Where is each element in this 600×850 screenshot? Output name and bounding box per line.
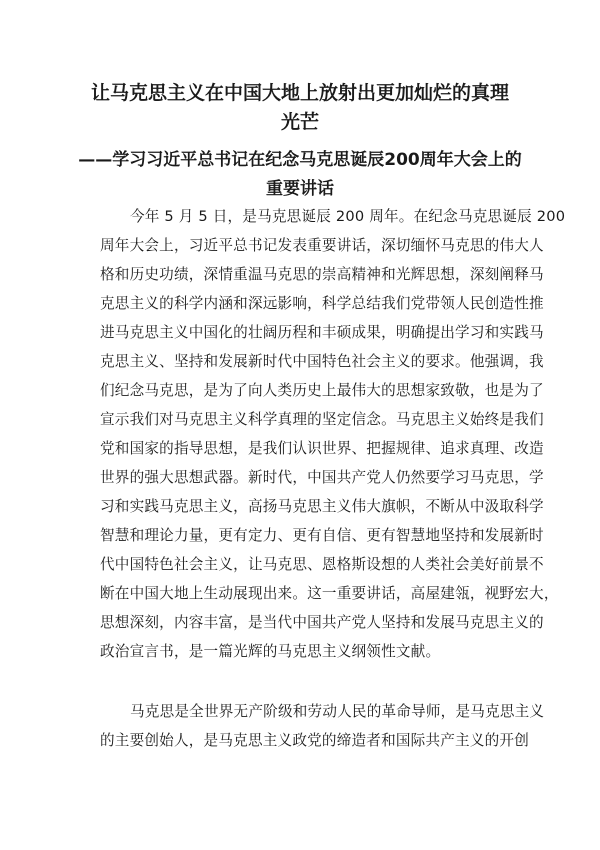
paragraph-1-line: 代中国特色社会主义，让马克思、恩格斯设想的人类社会美好前景不 <box>100 556 544 573</box>
paragraph-1-line: 今年 5 月 5 日，是马克思诞辰 200 周年。在纪念马克思诞辰 200 <box>130 208 566 225</box>
paragraph-2-line: 马克思是全世界无产阶级和劳动人民的革命导师，是马克思主义 <box>130 703 545 720</box>
paragraph-1-line: 习和实践马克思主义，高扬马克思主义伟大旗帜，不断从中汲取科学 <box>100 498 544 515</box>
paragraph-1-line: 格和历史功绩，深情重温马克思的崇高精神和光辉思想，深刻阐释马 <box>100 266 544 283</box>
paragraph-1-line: 思想深刻，内容丰富，是当代中国共产党人坚持和发展马克思主义的 <box>100 614 544 631</box>
paragraph-2-line: 的主要创始人，是马克思主义政党的缔造者和国际共产主义的开创 <box>100 732 530 749</box>
paragraph-1-line: 们纪念马克思，是为了向人类历史上最伟大的思想家致敬，也是为了 <box>100 382 544 399</box>
paragraph-1-line: 宣示我们对马克思主义科学真理的坚定信念。马克思主义始终是我们 <box>100 411 544 428</box>
paragraph-1-line: 周年大会上，习近平总书记发表重要讲话，深切缅怀马克思的伟大人 <box>100 237 544 254</box>
paragraph-1-line: 世界的强大思想武器。新时代，中国共产党人仍然要学习马克思，学 <box>100 469 544 486</box>
paragraph-1-line: 进马克思主义中国化的壮阔历程和丰硕成果，明确提出学习和实践马 <box>100 324 544 341</box>
paragraph-1-line: 政治宣言书，是一篇光辉的马克思主义纲领性文献。 <box>100 643 441 660</box>
title-line-2: 光芒 <box>280 111 319 133</box>
paragraph-1-line: 克思主义、坚持和发展新时代中国特色社会主义的要求。他强调，我 <box>100 353 544 370</box>
paragraph-1-line: 党和国家的指导思想，是我们认识世界、把握规律、追求真理、改造 <box>100 440 544 457</box>
paragraph-1-line: 断在中国大地上生动展现出来。这一重要讲话，高屋建瓴，视野宏大， <box>100 585 559 602</box>
paragraph-1-line: 智慧和理论力量，更有定力、更有自信、更有智慧地坚持和发展新时 <box>100 527 544 544</box>
subtitle-line-2: 重要讲话 <box>266 179 334 199</box>
subtitle-line-1: ——学习习近平总书记在纪念马克思诞辰200周年大会上的 <box>78 150 522 170</box>
title-line-1: 让马克思主义在中国大地上放射出更加灿烂的真理 <box>90 82 509 104</box>
paragraph-1-line: 克思主义的科学内涵和深远影响，科学总结我们党带领人民创造性推 <box>100 295 544 312</box>
